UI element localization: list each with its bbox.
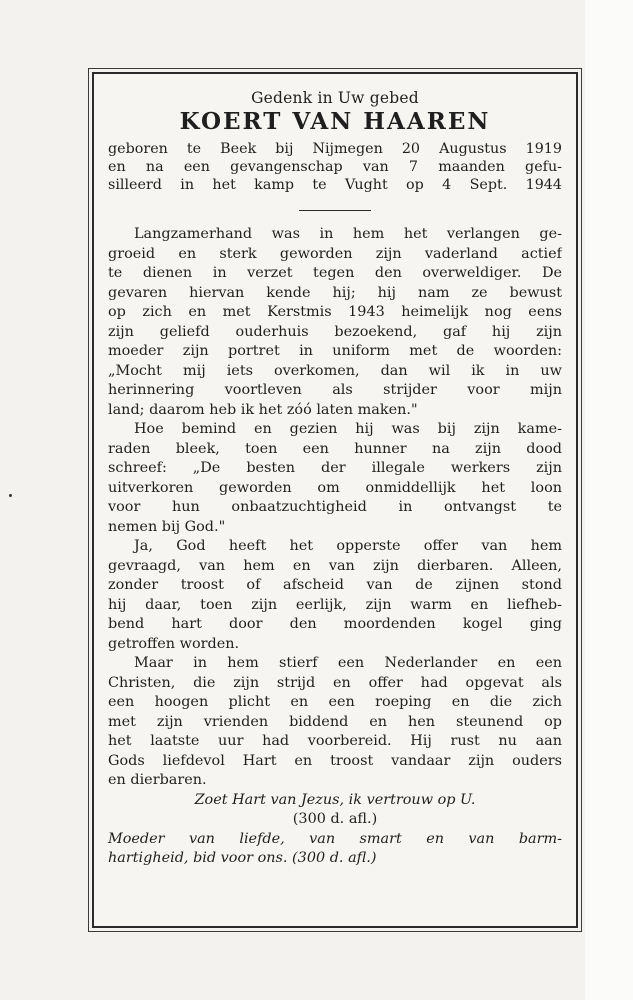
prayer-line: hartigheid, bid voor ons. (300 d. afl.): [108, 850, 377, 866]
body-line: uitverkoren geworden om onmiddellijk het loon: [108, 479, 562, 496]
prayer-line: Zoet Hart van Jezus, ik vertrouw op U.: [194, 791, 476, 808]
body-line: te dienen in verzet tegen den overweldiger. De: [108, 265, 562, 281]
body-line: nemen bij God.": [108, 518, 226, 535]
body-line: getroffen worden.: [108, 635, 240, 652]
body-text: [108, 225, 562, 791]
body-line: bend hart door den moordenden kogel ging: [108, 616, 562, 632]
body-line: met zijn vrienden biddend en hen steunend op: [108, 713, 562, 730]
body-line: Gods liefdevol Hart en troost vandaar zijn ouders: [108, 752, 562, 769]
body-line: een hoogen plicht en een roeping en die zich: [108, 694, 562, 710]
indulgence-line: (300 d. afl.): [292, 811, 378, 827]
intro-line: geboren te Beek bij Nijmegen 20 Augustus 1919: [108, 141, 562, 157]
deceased-name: KOERT VAN HAAREN: [179, 108, 491, 135]
memorial-card: [92, 72, 578, 928]
body-line: Christen, die zijn strijd en offer had opgevat als: [108, 674, 562, 691]
body-line: Maar in hem stierf een Nederlander en een: [134, 655, 562, 671]
body-line: zijn geliefd ouderhuis bezoekend, gaf hij zijn: [108, 323, 562, 340]
body-line: voor hun onbaatzuchtigheid in ontvangst te: [108, 499, 562, 515]
body-line: gevraagd, van hem en van zijn dierbaren. Alleen,: [108, 557, 562, 574]
dust-speck: [9, 494, 12, 497]
body-line: land; daarom heb ik het zóó laten maken.": [108, 401, 418, 418]
body-line: schreef: „De besten der illegale werkers zijn: [108, 460, 562, 476]
body-line: en dierbaren.: [108, 772, 207, 788]
body-line: herinnering voortleven als strijder voor mijn: [108, 382, 562, 398]
intro-text: [108, 140, 562, 194]
divider-rule: [299, 210, 371, 211]
body-line: het laatste uur had voorbereid. Hij rust nu aan: [108, 733, 562, 749]
scan-background-edge: [585, 0, 633, 1000]
body-line: zonder troost of afscheid van de zijnen stond: [108, 577, 562, 593]
body-line: groeid en sterk geworden zijn vaderland actief: [108, 245, 562, 262]
body-line: Hoe bemind en gezien hij was bij zijn kame-: [134, 421, 562, 437]
body-line: op zich en met Kerstmis 1943 heimelijk nog eens: [108, 304, 562, 320]
body-line: Ja, God heeft het opperste offer van hem: [134, 538, 562, 554]
body-line: moeder zijn portret in uniform met de woorden:: [108, 343, 562, 359]
prayer-line: Moeder van liefde, van smart en van barm-: [108, 830, 562, 847]
closing-prayers: [108, 791, 562, 869]
body-line: raden bleek, toen een hunner na zijn dood: [108, 440, 562, 457]
card-header: Gedenk in Uw gebed: [251, 89, 419, 107]
body-line: hij daar, toen zijn eerlijk, zijn warm en liefheb-: [108, 596, 562, 613]
body-line: gevaren hiervan kende hij; hij nam ze bewust: [108, 284, 562, 301]
body-line: Langzamerhand was in hem het verlangen ge-: [134, 226, 562, 242]
intro-line: silleerd in het kamp te Vught op 4 Sept. 1944: [108, 177, 562, 193]
body-line: „Mocht mij iets overkomen, dan wil ik in uw: [108, 362, 562, 379]
intro-line: en na een gevangenschap van 7 maanden gefu-: [108, 159, 562, 175]
